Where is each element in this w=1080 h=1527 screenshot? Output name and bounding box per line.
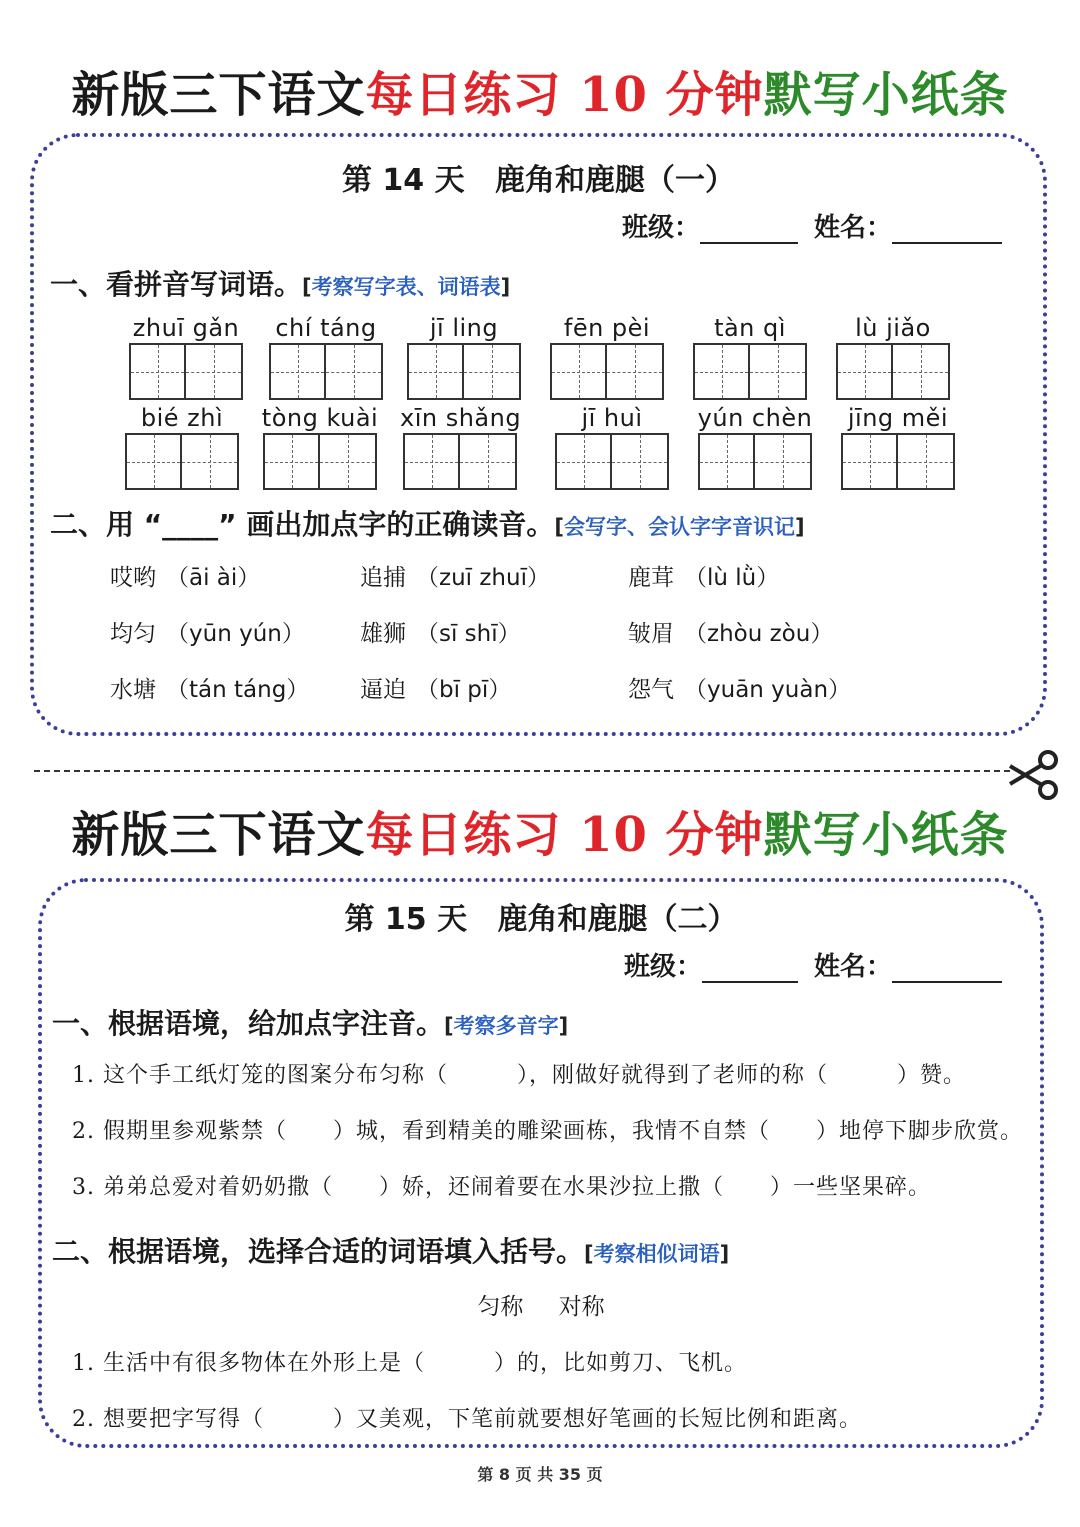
polyphone-sentence[interactable]: 3. 弟弟总爱对着奶奶撒（ ）娇，还闹着要在水果沙拉上撒（ ）一些坚果碎。 bbox=[72, 1175, 931, 1200]
writing-grid[interactable] bbox=[407, 343, 521, 400]
pinyin-item bbox=[547, 313, 667, 400]
banner-title-black: 新版三下语文 bbox=[71, 806, 366, 863]
pinyin-text: chí táng bbox=[275, 314, 377, 342]
reading-item bbox=[360, 559, 550, 592]
section2-heading: 二、根据语境，选择合适的词语填入括号。[考察相似词语] bbox=[52, 1235, 730, 1268]
word-choice: 对称 bbox=[558, 1294, 605, 1320]
writing-grid[interactable] bbox=[841, 433, 955, 490]
reading-word: 哎哟 bbox=[110, 565, 156, 591]
pinyin-item bbox=[122, 403, 242, 490]
reading-item bbox=[628, 615, 833, 648]
writing-grid[interactable] bbox=[836, 343, 950, 400]
pinyin-item bbox=[266, 313, 386, 400]
day-number: 第 14 天 bbox=[341, 163, 465, 198]
class-name-row bbox=[624, 946, 1002, 983]
reading-options[interactable]: （zhòu zòu） bbox=[684, 621, 834, 647]
day15-title bbox=[42, 894, 1040, 938]
pinyin-text: fēn pèi bbox=[563, 314, 651, 342]
section-title: 一、看拼音写词语。 bbox=[50, 268, 303, 301]
section-tag: 会写字、会认字字音识记 bbox=[563, 515, 795, 539]
reading-word: 追捕 bbox=[360, 565, 406, 591]
reading-word: 鹿茸 bbox=[628, 565, 674, 591]
pinyin-text: xīn shǎng bbox=[400, 404, 522, 432]
pinyin-text: jī ling bbox=[429, 314, 499, 342]
reading-item bbox=[360, 615, 521, 648]
section-title-post: 画出加点字的正确读音。 bbox=[246, 508, 555, 541]
class-blank bbox=[702, 957, 798, 983]
pinyin-text: jīng měi bbox=[847, 404, 949, 432]
class-label: 班级： bbox=[622, 213, 701, 243]
pinyin-item bbox=[695, 403, 815, 490]
reading-item bbox=[110, 671, 309, 704]
pinyin-item bbox=[126, 313, 246, 400]
section2-heading: 二、用 “____” 画出加点字的正确读音。[会写字、会认字字音识记] bbox=[50, 508, 805, 541]
day-number: 第 15 天 bbox=[344, 902, 468, 937]
polyphone-sentence[interactable]: 2. 假期里参观紫禁（ ）城，看到精美的雕梁画栋，我情不自禁（ ）地停下脚步欣赏。 bbox=[72, 1119, 1023, 1144]
reading-word: 皱眉 bbox=[628, 621, 674, 647]
worksheet-banner bbox=[0, 50, 1080, 130]
reading-options[interactable]: （bī pī） bbox=[416, 677, 512, 703]
reading-word: 水塘 bbox=[110, 677, 156, 703]
pinyin-text: tàn qì bbox=[714, 314, 786, 342]
page-number: 第 8 页 共 35 页 bbox=[477, 1465, 603, 1484]
pinyin-item bbox=[833, 313, 953, 400]
writing-grid[interactable] bbox=[125, 433, 239, 490]
reading-item bbox=[110, 615, 305, 648]
pinyin-text: zhuī gǎn bbox=[132, 314, 240, 342]
fill-sentence[interactable]: 2. 想要把字写得（ ）又美观，下笔前就要想好笔画的长短比例和距离。 bbox=[72, 1407, 862, 1432]
reading-item bbox=[360, 671, 511, 704]
writing-grid[interactable] bbox=[263, 433, 377, 490]
reading-word: 怨气 bbox=[628, 677, 674, 703]
reading-options[interactable]: （yuān yuàn） bbox=[684, 677, 852, 703]
section1-heading: 一、根据语境，给加点字注音。[考察多音字] bbox=[52, 1007, 569, 1040]
fill-sentence[interactable]: 1. 生活中有很多物体在外形上是（ ）的，比如剪刀、飞机。 bbox=[72, 1351, 747, 1376]
cut-line bbox=[34, 770, 1010, 772]
lesson-title: 鹿角和鹿腿（二） bbox=[497, 902, 738, 937]
pinyin-text: tòng kuài bbox=[261, 404, 379, 432]
name-blank bbox=[892, 218, 1002, 244]
pinyin-text: yún chèn bbox=[697, 404, 813, 432]
name-label: 姓名： bbox=[814, 213, 893, 243]
section-title: 一、根据语境，给加点字注音。 bbox=[52, 1007, 445, 1040]
word-choices bbox=[42, 1288, 1040, 1321]
word-choice: 匀称 bbox=[477, 1294, 524, 1320]
writing-grid[interactable] bbox=[550, 343, 664, 400]
reading-options[interactable]: （āi ài） bbox=[166, 565, 261, 591]
lesson-title: 鹿角和鹿腿（一） bbox=[495, 163, 736, 198]
polyphone-sentence[interactable]: 1. 这个手工纸灯笼的图案分布匀称（ ），刚做好就得到了老师的称（ ）赞。 bbox=[72, 1063, 966, 1088]
section-tag: 考察相似词语 bbox=[593, 1242, 720, 1266]
writing-grid[interactable] bbox=[698, 433, 812, 490]
writing-grid[interactable] bbox=[693, 343, 807, 400]
reading-options[interactable]: （tán táng） bbox=[166, 677, 310, 703]
banner-title-red: 每日练习 10 分钟 bbox=[365, 66, 764, 123]
section1-heading: 一、看拼音写词语。[考察写字表、词语表] bbox=[50, 268, 511, 301]
underline-mark: “____” bbox=[143, 508, 237, 541]
banner-title-red: 每日练习 10 分钟 bbox=[365, 806, 764, 863]
day15-card bbox=[38, 878, 1044, 1448]
pinyin-item bbox=[838, 403, 958, 490]
pinyin-item bbox=[690, 313, 810, 400]
section-tag: 考察多音字 bbox=[453, 1014, 559, 1038]
day14-title bbox=[34, 155, 1043, 199]
reading-word: 均匀 bbox=[110, 621, 156, 647]
pinyin-text: lù jiǎo bbox=[855, 314, 931, 342]
reading-item bbox=[628, 559, 779, 592]
pinyin-item bbox=[404, 313, 524, 400]
day14-card bbox=[30, 133, 1047, 736]
section-title-pre: 二、用 bbox=[50, 508, 135, 541]
reading-word: 逼迫 bbox=[360, 677, 406, 703]
pinyin-text: jī huì bbox=[581, 404, 643, 432]
reading-options[interactable]: （lù lǜ） bbox=[684, 565, 780, 591]
pinyin-item bbox=[400, 403, 520, 490]
name-label: 姓名： bbox=[814, 952, 893, 982]
class-label: 班级： bbox=[624, 952, 703, 982]
class-blank bbox=[700, 218, 798, 244]
name-blank bbox=[892, 957, 1002, 983]
reading-options[interactable]: （sī shī） bbox=[416, 621, 521, 647]
writing-grid[interactable] bbox=[269, 343, 383, 400]
pinyin-item bbox=[552, 403, 672, 490]
class-name-row bbox=[622, 207, 1002, 244]
reading-item bbox=[628, 671, 851, 704]
reading-options[interactable]: （zuī zhuī） bbox=[416, 565, 550, 591]
pinyin-item bbox=[260, 403, 380, 490]
reading-options[interactable]: （yūn yún） bbox=[166, 621, 305, 647]
section-title: 二、根据语境，选择合适的词语填入括号。 bbox=[52, 1235, 585, 1268]
banner-title-black: 新版三下语文 bbox=[71, 66, 366, 123]
section-tag: 考察写字表、词语表 bbox=[311, 275, 501, 299]
worksheet-banner bbox=[0, 790, 1080, 870]
pinyin-text: bié zhì bbox=[140, 404, 224, 432]
banner-title-green: 默写小纸条 bbox=[763, 66, 1009, 123]
writing-grid[interactable] bbox=[403, 433, 517, 490]
reading-item bbox=[110, 559, 260, 592]
writing-grid[interactable] bbox=[555, 433, 669, 490]
writing-grid[interactable] bbox=[129, 343, 243, 400]
reading-word: 雄狮 bbox=[360, 621, 406, 647]
banner-title-green: 默写小纸条 bbox=[763, 806, 1009, 863]
